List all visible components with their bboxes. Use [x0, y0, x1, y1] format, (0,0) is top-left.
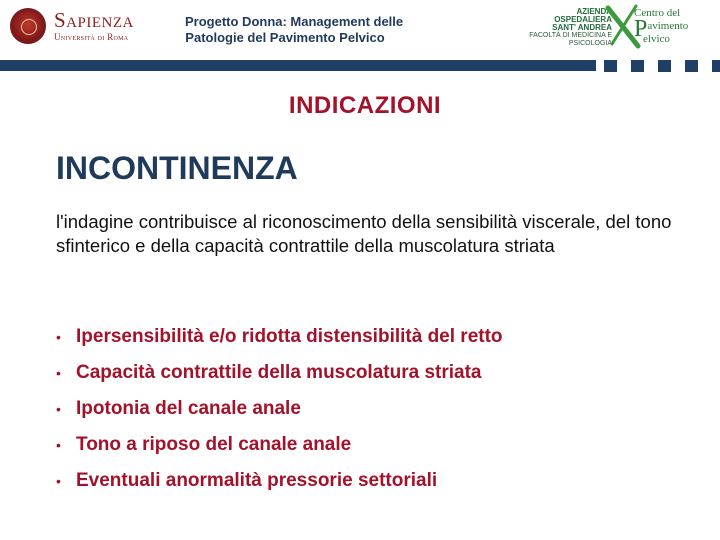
list-item-text: Ipersensibilità e/o ridotta distensibilità del retto — [76, 326, 503, 347]
decorative-square — [712, 60, 720, 72]
centro-line1: Centro del — [634, 7, 681, 19]
centro-initial-p: P — [634, 16, 648, 42]
azienda-logo — [520, 8, 612, 48]
decorative-square — [658, 60, 671, 72]
indication-list — [56, 326, 503, 506]
bullet-icon: • — [56, 365, 61, 381]
bullet-icon: • — [56, 329, 61, 345]
list-item — [56, 398, 503, 434]
azienda-line4: PSICOLOGIA — [568, 40, 612, 47]
list-item-text: Capacità contrattile della muscolatura striata — [76, 362, 482, 383]
decorative-square — [631, 60, 644, 72]
decorative-square — [604, 60, 617, 72]
bullet-icon: • — [56, 401, 61, 417]
list-item — [56, 326, 503, 362]
university-subtitle: Università di Roma — [54, 32, 129, 42]
azienda-line1: AZIENDA OSPEDALIERA — [554, 7, 612, 24]
azienda-line2: SANT' ANDREA — [552, 23, 612, 32]
list-item — [56, 434, 503, 470]
centro-pavimento-logo — [610, 4, 710, 50]
centro-line2: avimento — [647, 20, 689, 32]
project-title — [185, 14, 404, 46]
list-item-text: Tono a riposo del canale anale — [76, 434, 352, 455]
slide-heading: INCONTINENZA — [56, 150, 298, 186]
bullet-icon: • — [56, 473, 61, 489]
bullet-icon: • — [56, 437, 61, 453]
decorative-square — [685, 60, 698, 72]
slide-paragraph: l'indagine contribuisce al riconoscimento della sensibilità viscerale, del tono sfinterico e della capacità contrattile della muscolatura striata — [56, 211, 672, 256]
sapienza-logo — [10, 8, 134, 44]
project-title-line2: Patologie del Pavimento Pelvico — [185, 30, 385, 45]
list-item — [56, 362, 503, 398]
decorative-squares — [604, 60, 720, 72]
centro-line3: elvico — [643, 33, 670, 45]
project-title-line1: Progetto Donna: Management delle — [185, 14, 404, 29]
header-divider-bar — [0, 60, 596, 71]
azienda-line3: FACOLTÀ DI MEDICINA E — [529, 32, 612, 39]
list-item-text: Eventuali anormalità pressorie settoriali — [76, 470, 438, 491]
section-title: INDICAZIONI — [288, 92, 442, 119]
university-seal-icon — [10, 8, 46, 44]
list-item — [56, 470, 503, 506]
university-name: Sapienza — [54, 8, 134, 32]
slide-header — [0, 0, 720, 60]
list-item-text: Ipotonia del canale anale — [76, 398, 301, 419]
